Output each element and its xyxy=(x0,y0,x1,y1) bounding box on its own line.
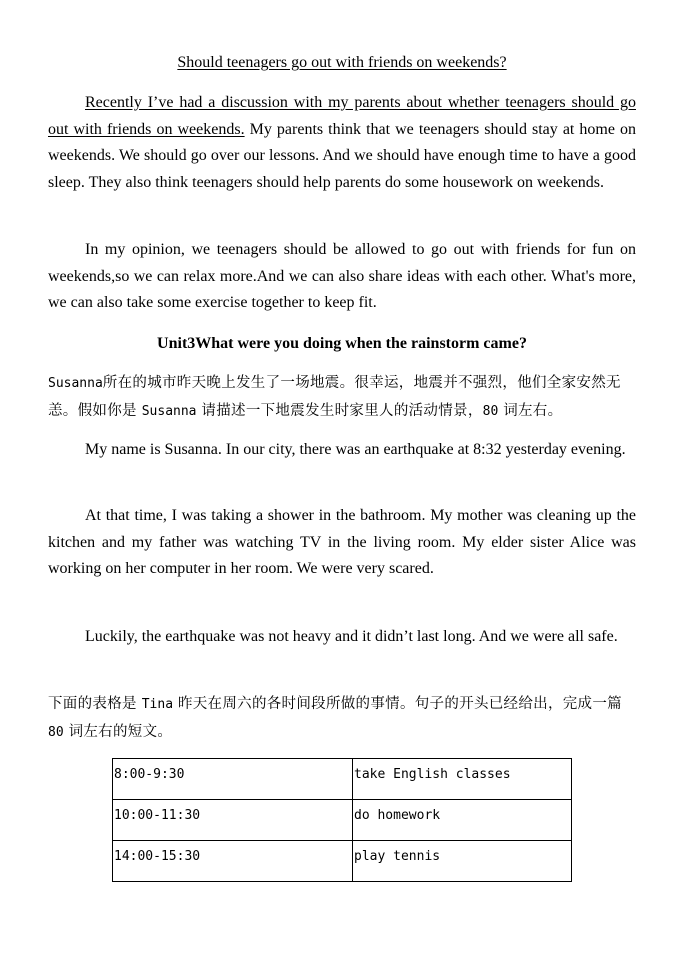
prompt-name: Tina xyxy=(141,697,174,712)
activity-cell: play tennis xyxy=(353,841,572,882)
prompt-text: 词左右。 xyxy=(498,402,563,419)
essay-title: Should teenagers go out with friends on weekends? xyxy=(177,54,507,71)
paragraph-text: My parents think that we teenagers should stay at home on weekends. We should go over our lessons. And we should have enough time to have a good sleep. They also think teenagers should help parents do some housework on weekends. xyxy=(48,120,637,192)
underlined-sentence: Recently I’ve had a discussion with my parents about whether teenagers should go out with friends on weekends. xyxy=(48,94,636,138)
schedule-table xyxy=(112,758,572,882)
time-cell: 8:00-9:30 xyxy=(113,759,353,800)
unit-heading: Unit3What were you doing when the rainstorm came? xyxy=(157,335,527,352)
activity-cell: do homework xyxy=(353,800,572,841)
prompt-number: 80 xyxy=(48,724,64,740)
story-paragraph-1: My name is Susanna. In our city, there was an earthquake at 8:32 yesterday evening. xyxy=(85,441,626,458)
prompt-name: Susanna xyxy=(48,376,103,391)
writing-prompt-1 xyxy=(48,370,636,425)
prompt-number: 80 xyxy=(482,403,499,419)
time-cell: 14:00-15:30 xyxy=(113,841,353,882)
prompt-text: 请描述一下地震发生时家里人的活动情景， xyxy=(196,402,483,419)
table-row xyxy=(113,759,572,800)
prompt-text: 昨天在周六的各时间段所做的事情。句子的开头已经给出，完成一篇 xyxy=(173,696,622,712)
prompt-name: Susanna xyxy=(141,403,197,419)
table-row xyxy=(113,800,572,841)
table-row xyxy=(113,841,572,882)
essay-paragraph-1 xyxy=(48,90,636,197)
time-cell: 10:00-11:30 xyxy=(113,800,353,841)
story-paragraph-3: Luckily, the earthquake was not heavy and it didn’t last long. And we were all safe. xyxy=(85,628,618,645)
essay-paragraph-2: In my opinion, we teenagers should be allowed to go out with friends for fun on weekends,so we can relax more.And we can also share ideas with each other. What's more, we can also take some exercise together to keep fit. xyxy=(48,241,636,312)
prompt-text: 所在的城市昨天晚上发生了一场地震。很幸运，地震并不强烈，他们全家安然无恙。假如你是 xyxy=(48,375,621,419)
writing-prompt-2 xyxy=(48,691,636,746)
activity-cell: take English classes xyxy=(353,759,572,800)
story-paragraph-2: At that time, I was taking a shower in the bathroom. My mother was cleaning up the kitchen and my father was watching TV in the living room. My elder sister Alice was working on her computer in her room. We were very scared. xyxy=(48,507,636,578)
prompt-text: 词左右的短文。 xyxy=(63,723,173,740)
prompt-text: 下面的表格是 xyxy=(48,696,142,712)
